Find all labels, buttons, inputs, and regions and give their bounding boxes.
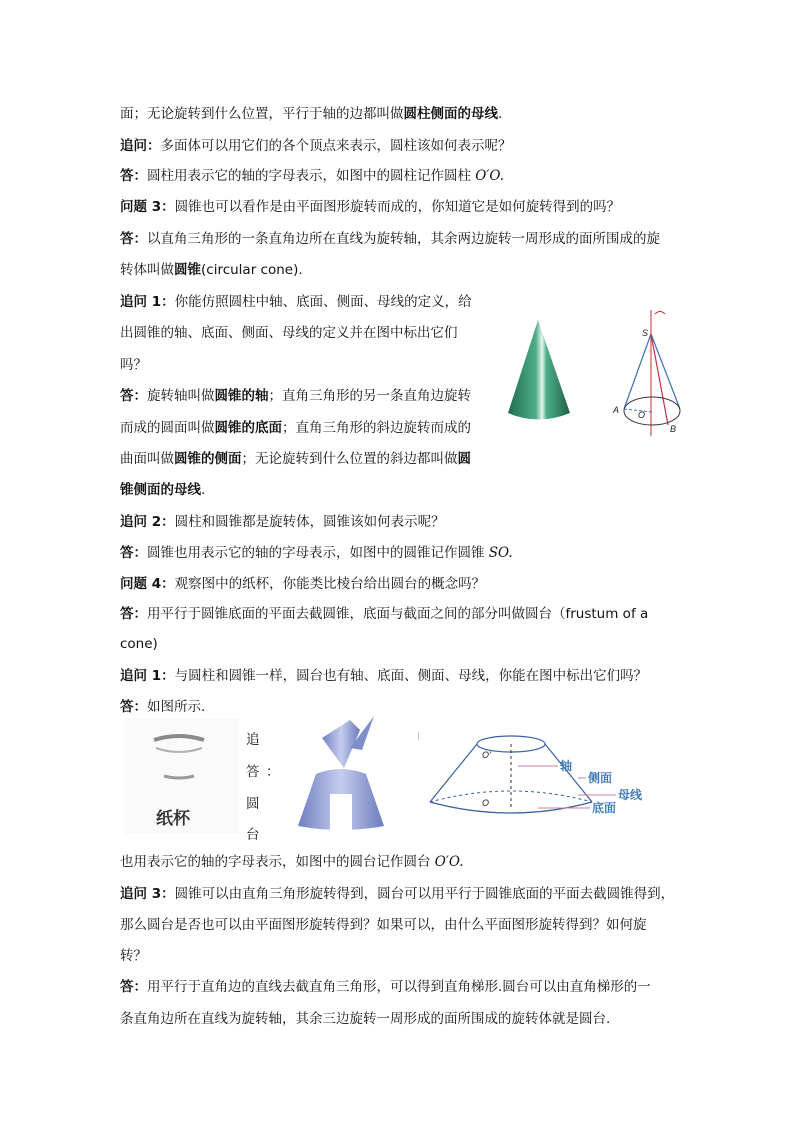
text-line-24: 转？ [120, 948, 147, 964]
text-line-21: 也用表示它的轴的字母表示，如图中的圆台记作圆台 O′O. [120, 854, 464, 870]
text-line-16: 问题 4：观察图中的纸杯，你能类比棱台给出圆台的概念吗？ [120, 576, 486, 592]
text-line-2: 追问：多面体可以用它们的各个顶点来表示，圆柱该如何表示呢？ [120, 138, 512, 154]
vertical-char-colon: ： [266, 764, 280, 780]
label-a: A [613, 405, 620, 415]
text-line-12: 曲面叫做圆锥的侧面；无论旋转到什么位置的斜边都叫做圆 [120, 451, 471, 467]
frustum-gap [330, 794, 352, 832]
vertical-char-2: 答 [246, 764, 260, 780]
label-o-bottom: O [482, 798, 490, 808]
label-side: 侧面 [588, 771, 613, 785]
generatrix-right [651, 334, 680, 409]
vertical-char-4: 台 [246, 827, 260, 843]
text-line-10: 答：旋转轴叫做圆锥的轴；直角三角形的另一条直角边旋转 [120, 388, 471, 404]
generatrix-b [651, 334, 668, 425]
generatrix-left [624, 334, 651, 409]
green-cone-figure [505, 318, 575, 426]
text-line-8: 出圆锥的轴、底面、侧面、母线的定义并在图中标出它们 [120, 325, 458, 341]
text-line-18: cone) [120, 636, 158, 652]
text-line-23: 那么圆台是否也可以由平面图形旋转得到？如果可以，由什么平面图形旋转得到？如何旋 [120, 917, 647, 933]
cone-base-ellipse [624, 397, 680, 425]
paper-cup-figure [124, 718, 239, 834]
cone-body [508, 320, 570, 420]
label-o: O [638, 410, 646, 420]
frustum-diagram [418, 718, 658, 830]
label-o-top: O′ [482, 750, 491, 760]
label-base: 底面 [592, 801, 617, 815]
text-line-17: 答：用平行于圆锥底面的平面去截圆锥，底面与截面之间的部分叫做圆台（frustum of a [120, 606, 649, 622]
text-line-3: 答：圆柱用表示它的轴的字母表示，如图中的圆柱记作圆柱 O′O. [120, 168, 504, 184]
frustum-solid-figure [286, 708, 404, 832]
text-line-14: 追问 2：圆柱和圆锥都是旋转体，圆锥该如何表示呢？ [120, 514, 445, 530]
text-line-26: 条直角边所在直线为旋转轴，其余三边旋转一周形成的面所围成的旋转体就是圆台. [120, 1011, 611, 1027]
label-axis: 轴 [560, 759, 573, 773]
text-line-13: 锥侧面的母线. [120, 482, 206, 498]
cone-diagram [608, 306, 688, 441]
text-line-20: 答：如图所示. [120, 699, 206, 715]
text-line-19: 追问 1：与圆柱和圆锥一样，圆台也有轴、底面、侧面、母线，你能在图中标出它们吗？ [120, 668, 648, 684]
text-line-7: 追问 1：你能仿照圆柱中轴、底面、侧面、母线的定义，给 [120, 294, 472, 310]
text-line-6: 转体叫做圆锥(circular cone). [120, 262, 303, 278]
label-s: S [642, 328, 649, 338]
frustum-right-edge [545, 744, 592, 802]
text-line-15: 答：圆锥也用表示它的轴的字母表示，如图中的圆锥记作圆锥 SO. [120, 545, 513, 561]
text-line-4: 问题 3：圆锥也可以看作是由平面图形旋转而成的，你知道它是如何旋转得到的吗？ [120, 199, 621, 215]
vertical-char-1: 追 [246, 732, 260, 748]
rotation-arrow-icon [655, 312, 665, 315]
label-generatrix: 母线 [618, 788, 643, 802]
frustum-left-edge [430, 744, 477, 802]
text-line-22: 追问 3：圆锥可以由直角三角形旋转得到，圆台可以用平行于圆锥底面的平面去截圆锥得到， [120, 886, 675, 902]
label-b: B [670, 424, 677, 434]
text-line-11: 而成的圆面叫做圆锥的底面；直角三角形的斜边旋转而成的 [120, 420, 471, 436]
text-line-5: 答：以直角三角形的一条直角边所在直线为旋转轴，其余两边旋转一周形成的面所围成的旋 [120, 231, 660, 247]
text-line-1: 面；无论旋转到什么位置，平行于轴的边都叫做圆柱侧面的母线. [120, 106, 503, 122]
vertical-char-3: 圆 [246, 796, 260, 812]
cup-label: 纸杯 [156, 809, 190, 828]
text-line-25: 答：用平行于直角边的直线去截直角三角形，可以得到直角梯形.圆台可以由直角梯形的一 [120, 979, 651, 995]
text-line-9: 吗？ [120, 357, 147, 373]
